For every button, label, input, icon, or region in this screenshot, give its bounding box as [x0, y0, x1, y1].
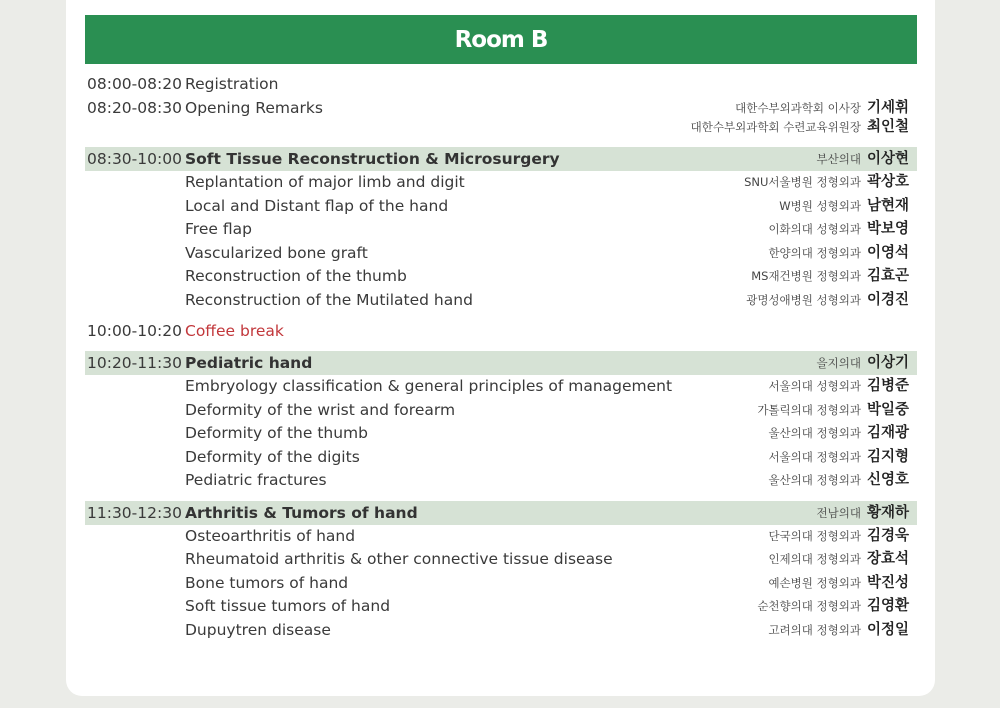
speaker-affiliation: W병원 성형외과: [779, 199, 861, 213]
time-slot: 08:20-08:30: [87, 99, 182, 117]
session-topic: Deformity of the wrist and forearm: [185, 401, 456, 419]
speaker-name: 김병준: [866, 378, 909, 394]
schedule-row: [85, 527, 917, 545]
section-title: Soft Tissue Reconstruction & Microsurgery: [185, 150, 560, 168]
speaker: [779, 197, 909, 215]
speaker: [768, 424, 909, 442]
speaker-affiliation: SNU서울병원 정형외과: [744, 175, 861, 189]
speaker-affiliation: 예손병원 정형외과: [768, 576, 861, 590]
speaker: [768, 220, 909, 238]
speaker: [744, 173, 909, 191]
section-header-row: [85, 351, 917, 375]
speaker: [768, 377, 909, 395]
speaker-affiliation: 한양의대 정형외과: [768, 246, 861, 260]
session-topic: Embryology classification & general principles of management: [185, 377, 673, 395]
speaker-name: 기세휘: [866, 100, 909, 116]
schedule-row: [85, 173, 917, 191]
moderator: [817, 354, 909, 372]
session-topic: Registration: [185, 75, 279, 93]
speaker: [757, 401, 909, 419]
session-topic: Dupuytren disease: [185, 621, 331, 639]
speaker-name: 김재광: [866, 425, 909, 441]
speaker-name: 장효석: [866, 551, 909, 567]
schedule-row: [85, 471, 917, 489]
speaker-name: 박보영: [866, 221, 909, 237]
schedule-row: [85, 220, 917, 238]
session-topic: Opening Remarks: [185, 99, 323, 117]
speaker-name: 이영석: [866, 245, 909, 261]
moderator: [817, 504, 909, 522]
speaker: [768, 471, 909, 489]
session-topic: Reconstruction of the Mutilated hand: [185, 291, 473, 309]
speaker: [757, 597, 909, 615]
speaker-affiliation: 순천향의대 정형외과: [757, 599, 861, 613]
speaker-name: 김영환: [866, 598, 909, 614]
speaker-name: 이경진: [866, 292, 909, 308]
speaker-affiliation: 인제의대 정형외과: [768, 552, 861, 566]
schedule-row: [85, 197, 917, 215]
speaker-affiliation: 대한수부외과학회 이사장: [735, 101, 861, 115]
speaker-affiliation: 가톨릭의대 정형외과: [757, 403, 861, 417]
section-title: Arthritis & Tumors of hand: [185, 504, 418, 522]
speaker: [768, 448, 909, 466]
session-topic: Deformity of the thumb: [185, 424, 368, 442]
speaker: [768, 550, 909, 568]
schedule-row: [85, 401, 917, 419]
speaker: [735, 99, 909, 117]
schedule-row: [85, 75, 917, 93]
session-topic: Osteoarthritis of hand: [185, 527, 356, 545]
schedule-row: [85, 574, 917, 592]
schedule-row: [85, 377, 917, 395]
time-slot: 10:20-11:30: [87, 354, 182, 372]
section-header-row: [85, 147, 917, 171]
time-slot: 10:00-10:20: [87, 322, 182, 340]
speaker: [691, 118, 909, 136]
coffee-break-label: Coffee break: [185, 322, 284, 340]
session-topic: Rheumatoid arthritis & other connective tissue disease: [185, 550, 613, 568]
speaker-affiliation: 서울의대 정형외과: [768, 450, 861, 464]
speaker: [746, 291, 909, 309]
schedule-row: [85, 550, 917, 568]
room-header: [85, 15, 917, 64]
speaker: [751, 267, 909, 285]
moderator-name: 이상현: [866, 151, 909, 167]
moderator: [817, 150, 909, 168]
schedule-row: [85, 118, 917, 136]
speaker-name: 이정일: [866, 622, 909, 638]
speaker: [768, 244, 909, 262]
session-topic: Reconstruction of the thumb: [185, 267, 407, 285]
session-topic: Local and Distant flap of the hand: [185, 197, 449, 215]
speaker-affiliation: 고려의대 정형외과: [768, 623, 861, 637]
speaker-affiliation: 이화의대 성형외과: [768, 222, 861, 236]
session-topic: Pediatric fractures: [185, 471, 327, 489]
speaker: [768, 527, 909, 545]
time-slot: 11:30-12:30: [87, 504, 182, 522]
session-topic: Deformity of the digits: [185, 448, 360, 466]
speaker-name: 박일중: [866, 402, 909, 418]
schedule-row: [85, 448, 917, 466]
session-topic: Bone tumors of hand: [185, 574, 349, 592]
schedule-row: [85, 621, 917, 639]
moderator-name: 황재하: [866, 505, 909, 521]
schedule-row: [85, 597, 917, 615]
speaker-name: 최인철: [866, 119, 909, 135]
session-topic: Soft tissue tumors of hand: [185, 597, 391, 615]
schedule-row: [85, 424, 917, 442]
speaker-name: 김지형: [866, 449, 909, 465]
speaker-affiliation: 광명성애병원 성형외과: [746, 293, 861, 307]
moderator-name: 이상기: [866, 355, 909, 371]
speaker-affiliation: 단국의대 정형외과: [768, 529, 861, 543]
speaker-name: 곽상호: [866, 174, 909, 190]
speaker-affiliation: MS재건병원 정형외과: [751, 269, 861, 283]
session-topic: Vascularized bone graft: [185, 244, 368, 262]
speaker-name: 신영호: [866, 472, 909, 488]
session-topic: Replantation of major limb and digit: [185, 173, 465, 191]
speaker-name: 박진성: [866, 575, 909, 591]
time-slot: 08:30-10:00: [87, 150, 182, 168]
session-topic: Free flap: [185, 220, 252, 238]
room-title: Room B: [454, 26, 548, 53]
speaker-affiliation: 서울의대 성형외과: [768, 379, 861, 393]
speaker-affiliation: 울산의대 정형외과: [768, 426, 861, 440]
moderator-affiliation: 부산의대: [816, 152, 861, 166]
speaker: [768, 574, 909, 592]
speaker-name: 남현재: [866, 198, 909, 214]
schedule-row: [85, 322, 917, 340]
schedule-row: [85, 291, 917, 309]
moderator-affiliation: 을지의대: [816, 356, 861, 370]
moderator-affiliation: 전남의대: [816, 506, 861, 520]
speaker-affiliation: 대한수부외과학회 수련교육위원장: [690, 120, 861, 134]
schedule-row: [85, 267, 917, 285]
section-header-row: [85, 501, 917, 525]
speaker: [768, 621, 909, 639]
time-slot: 08:00-08:20: [87, 75, 182, 93]
schedule-row: [85, 99, 917, 117]
speaker-name: 김경욱: [866, 528, 909, 544]
speaker-affiliation: 울산의대 정형외과: [768, 473, 861, 487]
speaker-name: 김효곤: [866, 268, 909, 284]
schedule-row: [85, 244, 917, 262]
section-title: Pediatric hand: [185, 354, 313, 372]
